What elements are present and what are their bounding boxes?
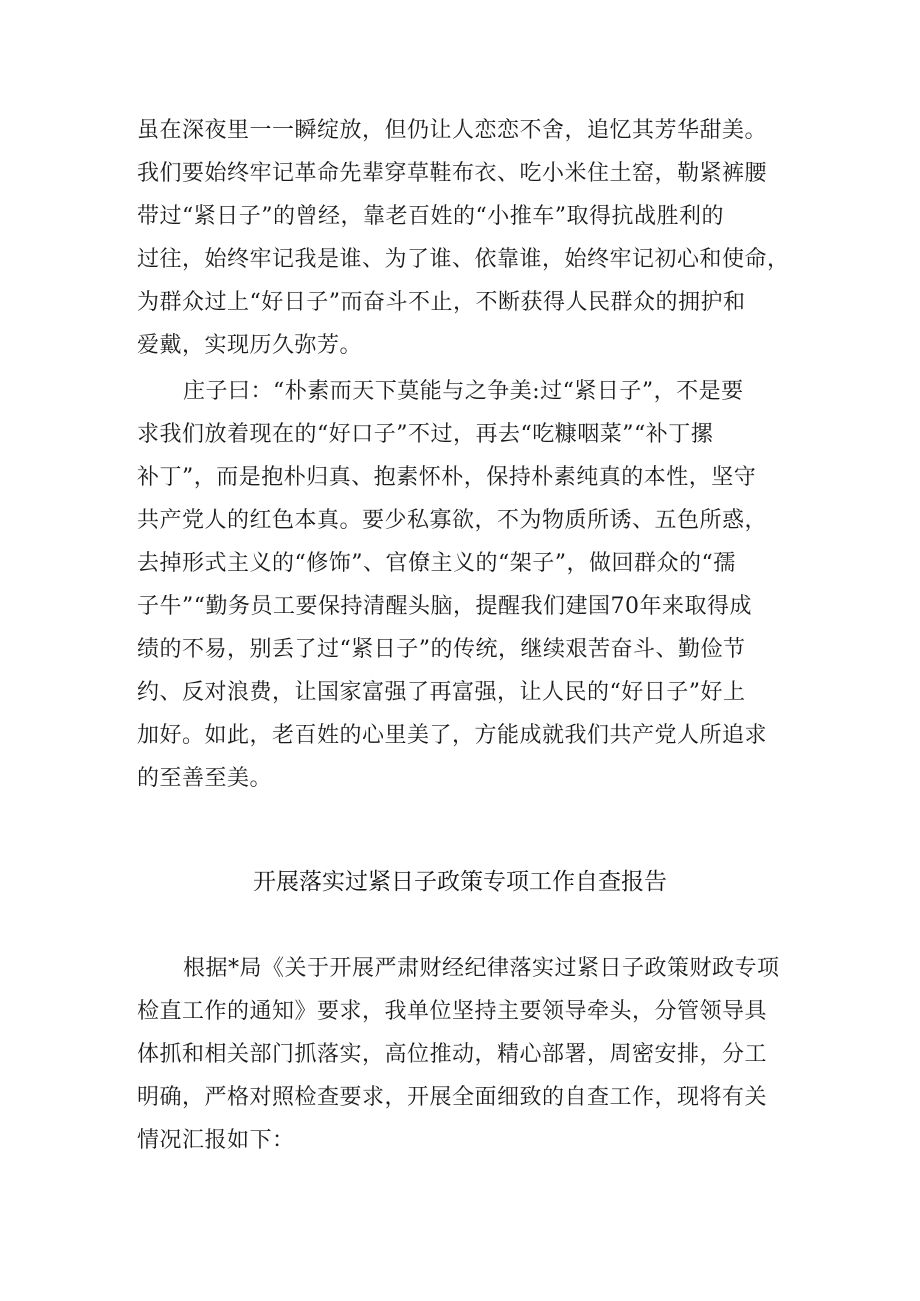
paragraph-2-line: 共产党人的红色本真。要少私寡欲，不为物质所诱、五色所惑， <box>137 508 768 533</box>
paragraph-2-line: 的至善至美。 <box>137 766 273 791</box>
report-paragraph-line: 检直工作的通知》要求，我单位坚持主要领导牵头，分管领导具 <box>137 999 768 1024</box>
paragraph-2-line: 绩的不易，别丢了过“紧日子”的传统，继续艰苦奋斗、勤俭节 <box>137 637 746 662</box>
paragraph-1-line: 我们要始终牢记革命先辈穿草鞋布衣、吃小米住土窑，勒紧裤腰 <box>137 161 768 186</box>
report-paragraph-line: 体抓和相关部门抓落实，高位推动，精心部署，周密安排，分工 <box>137 1042 768 1067</box>
report-paragraph-line: 情况汇报如下： <box>137 1128 295 1153</box>
paragraph-1-line: 为群众过上“好日子”而奋斗不止，不断获得人民群众的拥护和 <box>137 290 746 315</box>
paragraph-2-line: 子牛”“勤务员工要保持清醒头脑，提醒我们建国70年来取得成 <box>137 594 752 619</box>
paragraph-1-line: 过往，始终牢记我是谁、为了谁、依靠谁，始终牢记初心和使命， <box>137 247 790 272</box>
paragraph-2-line: 去掉形式主义的“修饰”、官僚主义的“架子”，做回群众的“孺 <box>137 551 736 576</box>
paragraph-2-line: 加好。如此，老百姓的心里美了，方能成就我们共产党人所追求 <box>137 723 768 748</box>
paragraph-2-line: 补丁”，而是抱朴归真、抱素怀朴，保持朴素纯真的本性，坚守 <box>137 465 757 490</box>
report-paragraph-line: 明确，严格对照检查要求，开展全面细致的自查工作，现将有关 <box>137 1085 768 1110</box>
paragraph-2-line: 庄子曰：“朴素而天下莫能与之争美:过“紧日子”，不是要 <box>183 379 744 404</box>
report-title: 开展落实过紧日子政策专项工作自查报告 <box>253 869 667 895</box>
report-paragraph-line: 根据*局《关于开展严肃财经纪律落实过紧日子政策财政专项 <box>183 956 780 981</box>
paragraph-1-line: 虽在深夜里一一瞬绽放，但仍让人恋恋不舍，追忆其芳华甜美。 <box>137 118 768 143</box>
paragraph-1-line: 带过“紧日子”的曾经，靠老百姓的“小推车”取得抗战胜利的 <box>137 204 724 229</box>
paragraph-2-line: 求我们放着现在的“好口子”不过，再去“吃糠咽菜”“补丁摞 <box>137 422 714 447</box>
paragraph-2-line: 约、反对浪费，让国家富强了再富强，让人民的“好日子”好上 <box>137 680 746 705</box>
paragraph-1-line: 爱戴，实现历久弥芳。 <box>137 333 363 358</box>
